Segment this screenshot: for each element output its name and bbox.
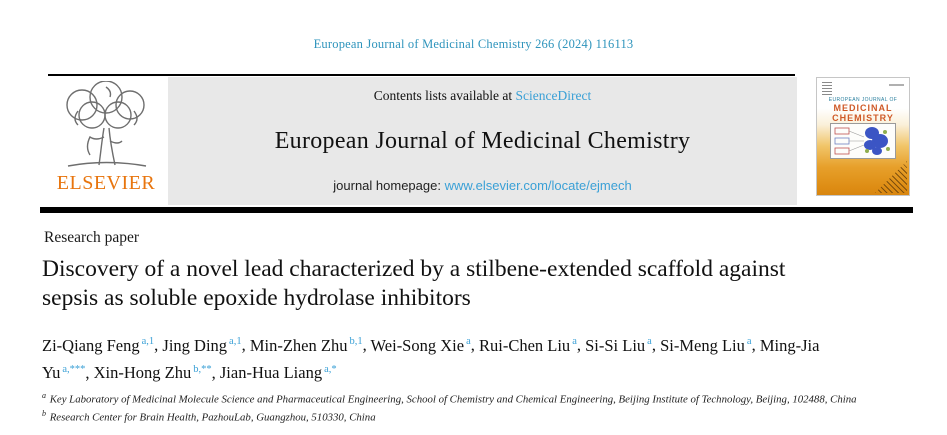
author-affiliation-superscript[interactable]: a,*: [324, 363, 337, 375]
author: Jian-Hua Liang $^{a,*}$: [219, 363, 337, 382]
cover-issue-text: [889, 84, 904, 86]
author: Min-Zhen Zhu $^{b,1}$: [249, 335, 363, 355]
author-affiliation-superscript[interactable]: a: [647, 336, 652, 347]
author: Jing Ding $^{a,1}$: [162, 335, 242, 355]
journal-banner: [168, 77, 797, 205]
author-list: Zi-Qiang Feng $^{a,1}$, Jing Ding $^{a,1}$, Min-Zhen Zhu $^{b,1}$, Wei-Song Xie $^a$, Rui-Chen Liu $^a$, Si-Si Liu $^a$, Si-Meng Liu $^a$, Ming-Jia Yu $^{a,***}$, Xin-Hong Zhu $^{b,**}$, Jian-Hua Liang $^{a,*}$: [42, 335, 820, 382]
contents-prefix: Contents lists available at: [373, 88, 513, 103]
cover-title-line1: MEDICINAL: [833, 103, 893, 113]
author-affiliation-superscript[interactable]: a: [572, 336, 577, 347]
author: Rui-Chen Liu $^a$: [478, 335, 577, 355]
header-bottom-rule: [40, 207, 913, 213]
elsevier-tree-icon: [52, 81, 160, 171]
sciencedirect-link[interactable]: ScienceDirect: [515, 88, 592, 103]
journal-title: European Journal of Medicinal Chemistry: [274, 127, 691, 154]
author: Si-Si Liu $^a$: [585, 335, 652, 355]
author-affiliation-superscript[interactable]: b,**: [193, 363, 212, 375]
header-top-rule: [48, 74, 795, 76]
author: Xin-Hong Zhu $^{b,**}$: [93, 363, 212, 382]
author-affiliation-superscript[interactable]: a,1: [229, 336, 242, 347]
article-type-label: Research paper: [44, 229, 140, 246]
homepage-prefix: journal homepage:: [333, 178, 441, 193]
homepage-line: [168, 178, 797, 193]
paper-title: Discovery of a novel lead characterized by a stilbene-extended scaffold against sepsis as soluble epoxide hydrolase inhibitors: [42, 256, 786, 311]
cover-title-block: [817, 94, 909, 124]
cover-series-line: EUROPEAN JOURNAL OF: [828, 97, 898, 103]
affiliation: $^b$ Research Center for Brain Health, PazhouLab, Guangzhou, 510330, China: [42, 409, 376, 424]
affiliation-list: [42, 389, 910, 425]
elsevier-logo: [46, 79, 166, 205]
author: Wei-Song Xie $^a$: [370, 335, 471, 355]
author-affiliation-superscript[interactable]: a: [746, 336, 752, 347]
affiliation: $^a$ Key Laboratory of Medicinal Molecule Science and Pharmaceutical Engineering, School of Chemistry and Chemical Engineering, Beijing Institute of Technology, Beijing, 102488, China: [42, 391, 857, 406]
author-affiliation-superscript[interactable]: a,1: [141, 336, 155, 347]
cover-molecule-icon: [830, 123, 896, 161]
elsevier-wordmark: ELSEVIER: [56, 172, 156, 194]
cover-title-line2: CHEMISTRY: [832, 113, 894, 123]
journal-cover-thumbnail: [816, 77, 910, 196]
homepage-url-link[interactable]: www.elsevier.com/locate/ejmech: [444, 178, 632, 193]
author-affiliation-superscript[interactable]: a,***: [62, 363, 86, 375]
running-head-citation[interactable]: European Journal of Medicinal Chemistry 266 (2024) 116113: [313, 37, 634, 51]
contents-line: [168, 88, 797, 104]
author-affiliation-superscript[interactable]: b,1: [349, 336, 363, 347]
author: Si-Meng Liu $^a$: [660, 335, 752, 355]
author: Ming-Jia Yu $^{a,***}$: [42, 335, 820, 382]
cover-hatch-decoration: [875, 161, 907, 193]
author: Zi-Qiang Feng $^{a,1}$: [42, 335, 155, 355]
author-affiliation-superscript[interactable]: a: [466, 336, 471, 347]
